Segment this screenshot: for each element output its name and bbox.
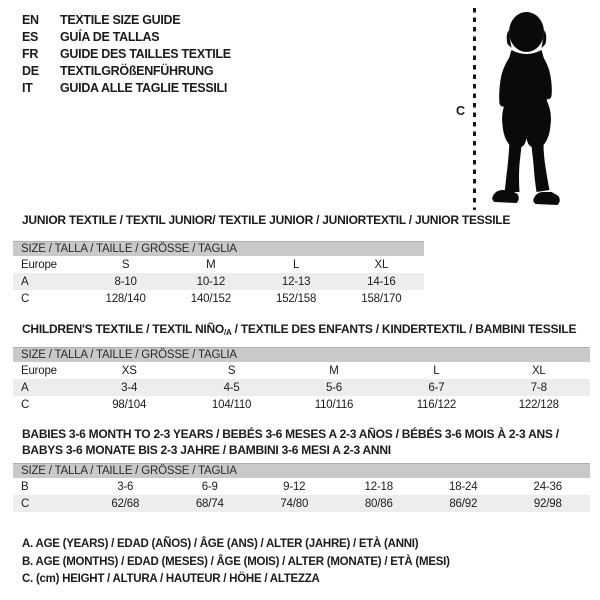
table-cell: 74/80 (280, 497, 309, 510)
lang-title: TEXTILE SIZE GUIDE (60, 12, 181, 27)
table-cell: XS (121, 364, 137, 377)
row-label: Europe (21, 258, 57, 271)
table-row-europe (13, 362, 590, 379)
size-header-bar: SIZE / TALLA / TAILLE / GRÖSSE / TAGLIA (13, 241, 424, 256)
table-cell: 7-8 (530, 381, 547, 394)
table-cell: 3-4 (121, 381, 138, 394)
lang-row-es (22, 28, 231, 45)
table-cell: 10-12 (196, 275, 226, 288)
table-cell: 104/110 (211, 398, 252, 411)
table-row-age-months (13, 478, 590, 495)
children-section-title (22, 321, 576, 341)
language-title-block (22, 11, 231, 96)
babies-size-table (13, 463, 590, 512)
lang-title: TEXTILGRÖßENFÜHRUNG (60, 63, 214, 78)
lang-row-en (22, 11, 231, 28)
table-cell: 9-12 (283, 480, 306, 493)
table-cell: 128/140 (105, 292, 146, 305)
table-cell: 24-36 (533, 480, 562, 493)
table-cell: 152/158 (276, 292, 317, 305)
note-age-years: A. AGE (YEARS) / EDAD (AÑOS) / ÂGE (ANS) / ALTER (JAHRE) / ETÀ (ANNI) (22, 538, 419, 550)
table-cell: XL (531, 364, 546, 377)
table-row-age (13, 379, 590, 396)
lang-row-it (22, 79, 231, 96)
table-cell: 80/86 (364, 497, 393, 510)
table-cell: 12-13 (281, 275, 311, 288)
children-size-table (13, 347, 590, 413)
table-cell: 6-7 (428, 381, 445, 394)
table-cell: 12-18 (364, 480, 393, 493)
table-cell: M (206, 258, 216, 271)
row-label: B (21, 480, 29, 493)
babies-title-line2: BABYS 3-6 MONATE BIS 2-3 JAHRE / BAMBINI 3-6 MESI A 2-3 ANNI (22, 443, 391, 457)
lang-row-de (22, 62, 231, 79)
lang-row-fr (22, 45, 231, 62)
junior-size-table (13, 241, 424, 307)
table-cell: 98/104 (112, 398, 147, 411)
lang-code: ES (22, 29, 39, 44)
table-row-europe (13, 256, 424, 273)
row-label: Europe (21, 364, 57, 377)
table-cell: 122/128 (518, 398, 559, 411)
table-cell: 14-16 (367, 275, 396, 288)
table-row-height (13, 396, 590, 413)
table-cell: 140/152 (190, 292, 231, 305)
table-cell: 4-5 (223, 381, 240, 394)
children-title-suffix: / TEXTILE DES ENFANTS / KINDERTEXTIL / BAMBINI TESSILE (231, 322, 577, 336)
lang-code: FR (22, 46, 39, 61)
note-age-months: B. AGE (MONTHS) / EDAD (MESES) / ÂGE (MOIS) / ALTER (MONATE) / ETÀ (MESI) (22, 555, 450, 568)
table-cell: 6-9 (201, 480, 218, 493)
babies-section-title (22, 426, 559, 458)
table-row-age (13, 273, 424, 290)
table-cell: 8-10 (114, 275, 137, 288)
lang-code: EN (22, 12, 39, 27)
lang-code: IT (22, 80, 33, 95)
lang-title: GUIDE DES TAILLES TEXTILE (60, 46, 231, 61)
dotted-measure-line (473, 8, 476, 210)
legend-notes (22, 536, 450, 589)
table-cell: 62/68 (111, 497, 140, 510)
table-cell: M (329, 364, 339, 377)
table-cell: S (121, 258, 130, 271)
table-cell: L (293, 258, 300, 271)
table-cell: 68/74 (195, 497, 224, 510)
lang-title: GUIDA ALLE TAGLIE TESSILI (60, 80, 228, 95)
height-measure-figure (450, 4, 598, 216)
table-cell: 3-6 (117, 480, 134, 493)
table-cell: 18-24 (449, 480, 478, 493)
table-cell: 92/98 (533, 497, 562, 510)
table-cell: L (433, 364, 440, 377)
table-cell: 86/92 (449, 497, 478, 510)
lang-code: DE (22, 63, 39, 78)
row-label: C (21, 292, 30, 305)
junior-section-title: JUNIOR TEXTILE / TEXTIL JUNIOR/ TEXTILE JUNIOR / JUNIORTEXTIL / JUNIOR TESSILE (22, 213, 511, 227)
note-height-cm: C. (cm) HEIGHT / ALTURA / HAUTEUR / HÖHE / ALTEZZA (22, 573, 320, 585)
children-title-subscript: /A (223, 328, 232, 337)
table-row-height (13, 290, 424, 307)
table-row-height (13, 495, 590, 512)
row-label: A (21, 381, 29, 394)
table-cell: 110/116 (314, 398, 354, 411)
height-measure-label: C (456, 104, 466, 118)
size-header-bar: SIZE / TALLA / TAILLE / GRÖSSE / TAGLIA (13, 463, 590, 478)
table-cell: S (227, 364, 236, 377)
table-cell: 158/170 (361, 292, 402, 305)
table-cell: 5-6 (325, 381, 342, 394)
size-header-bar: SIZE / TALLA / TAILLE / GRÖSSE / TAGLIA (13, 347, 590, 362)
baby-silhouette-icon (481, 8, 572, 208)
row-label: C (21, 398, 30, 411)
row-label: C (21, 497, 30, 510)
row-label: A (21, 275, 29, 288)
babies-title-line1: BABIES 3-6 MONTH TO 2-3 YEARS / BEBÉS 3-6 MESES A 2-3 AÑOS / BÉBÉS 3-6 MOIS À 2-3 ANS / (22, 427, 559, 441)
table-cell: 116/122 (416, 398, 457, 411)
table-cell: XL (374, 258, 389, 271)
children-title-prefix: CHILDREN'S TEXTILE / TEXTIL NIÑO (22, 322, 224, 336)
lang-title: GUÍA DE TALLAS (60, 29, 160, 44)
